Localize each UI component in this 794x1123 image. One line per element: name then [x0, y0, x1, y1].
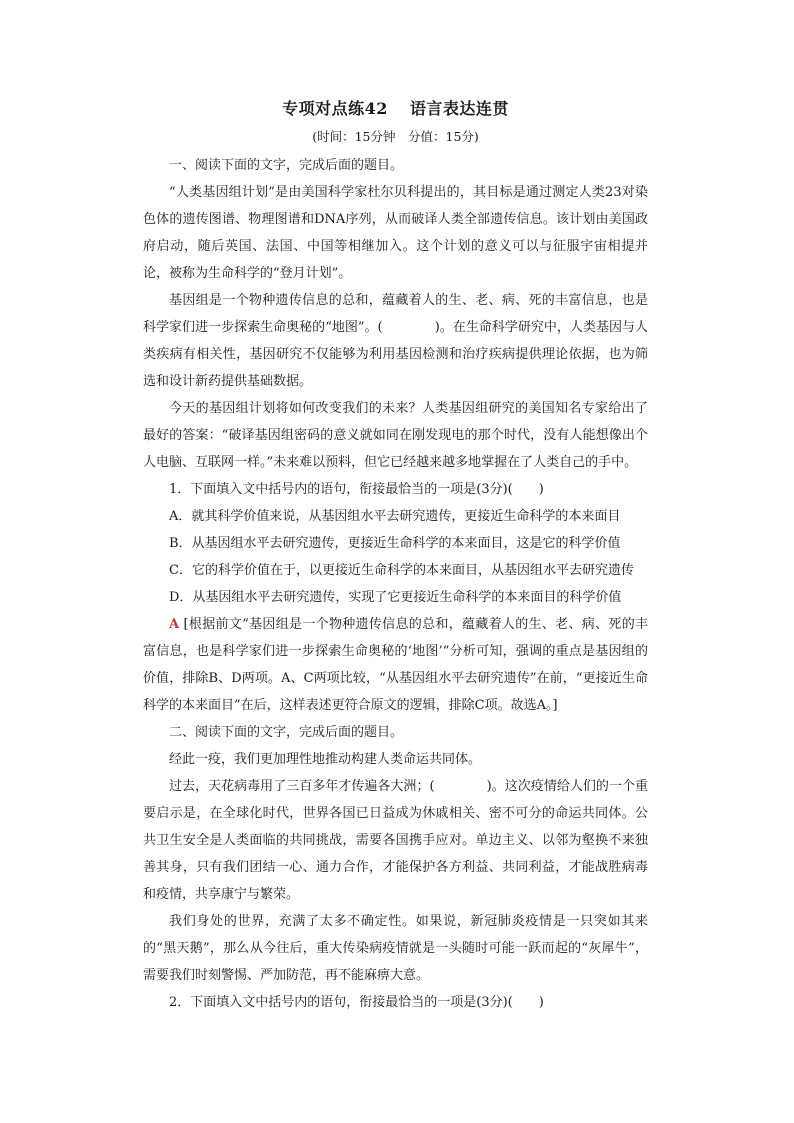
section-1-paragraph-1: “人类基因组计划”是由美国科学家杜尔贝科提出的，其目标是通过测定人类23对染色体的遗传图谱、物理图谱和DNA序列，从而破译人类全部遗传信息。该计划由美国政府启动，随后英国、法国、中国等相继加入。这个计划的意义可以与征服宇宙相提并论，被称为生命科学的“登月计划”。: [143, 185, 648, 281]
section-2-paragraph-3: 我们身处的世界，充满了太多不确定性。如果说，新冠肺炎疫情是一只突如其来的“黑天鹅”，那么从今往后，重大传染病疫情就是一头随时可能一跃而起的“灰犀牛”，需要我们时刻警惕、严加防范，再不能麻痹大意。: [143, 914, 648, 983]
title-part-1: 专项对点练42: [282, 99, 388, 118]
section-1-paragraph-3: 今天的基因组计划将如何改变我们的未来？人类基因组研究的美国知名专家给出了最好的答案：“破译基因组密码的意义就如同在刚发现电的那个时代，没有人能想像出个人电脑、互联网一样。”未来难以预料，但它已经越来越多地掌握在了人类自己的手中。: [143, 401, 648, 470]
section-1-paragraph-2: 基因组是一个物种遗传信息的总和，蕴藏着人的生、老、病、死的丰富信息，也是科学家们进一步探索生命奥秘的“地图”。( )。在生命科学研究中，人类基因与人类疾病有相关性，基因研究不仅能够为利用基因检测和治疗疾病提供理论依据，也为筛选和设计新药提供基础数据。: [143, 293, 648, 389]
section-2-paragraph-2: 过去，天花病毒用了三百多年才传遍各大洲；( )。这次疫情给人们的一个重要启示是，在全球化时代，世界各国已日益成为休戚相关、密不可分的命运共同体。公共卫生安全是人类面临的共同挑战，需要各国携手应对。单边主义、以邻为壑换不来独善其身，只有我们团结一心、通力合作，才能保护各方利益、共同利益，才能战胜病毒和疫情，共享康宁与繁荣。: [143, 779, 648, 902]
section-1-heading: 一、阅读下面的文字，完成后面的题目。: [169, 158, 404, 173]
section-2-paragraph-1: 经此一疫，我们更加理性地推动构建人类命运共同体。: [169, 752, 482, 767]
page-title: [143, 96, 648, 119]
question-1-option-c: C．它的科学价值在于，以更接近生命科学的本来面目，从基因组水平去研究遗传: [169, 563, 634, 578]
explanation-text: [根据前文“基因组是一个物种遗传信息的总和，蕴藏着人的生、老、病、死的丰富信息，也是科学家们进一步探索生命奥秘的‘地图’”分析可知，强调的重点是基因组的价值，排除B、D两项。A、C两项比较，“从基因组水平去研究遗传”在前，“更接近生命科学的本来面目”在后，这样表述更符合原文的逻辑，排除C项。故选A。]: [143, 617, 649, 713]
question-1-option-d: D．从基因组水平去研究遗传，实现了它更接近生命科学的本来面目的科学价值: [169, 590, 622, 605]
question-1-option-a: A．就其科学价值来说，从基因组水平去研究遗传，更接近生命科学的本来面目: [169, 509, 621, 524]
answer-explanation: [143, 611, 648, 719]
section-2-heading: 二、阅读下面的文字，完成后面的题目。: [169, 725, 404, 740]
title-part-2: 语言表达连贯: [409, 99, 509, 118]
question-1-option-b: B．从基因组水平去研究遗传，更接近生命科学的本来面目，这是它的科学价值: [169, 536, 621, 551]
question-2: 2．下面填入文中括号内的语句，衔接最恰当的一项是(3分)( ): [169, 995, 544, 1010]
answer-letter: A: [169, 617, 180, 632]
time-score-line: (时间：15分钟 分值：15分): [312, 129, 479, 144]
question-1: 1．下面填入文中括号内的语句，衔接最恰当的一项是(3分)( ): [169, 482, 544, 497]
